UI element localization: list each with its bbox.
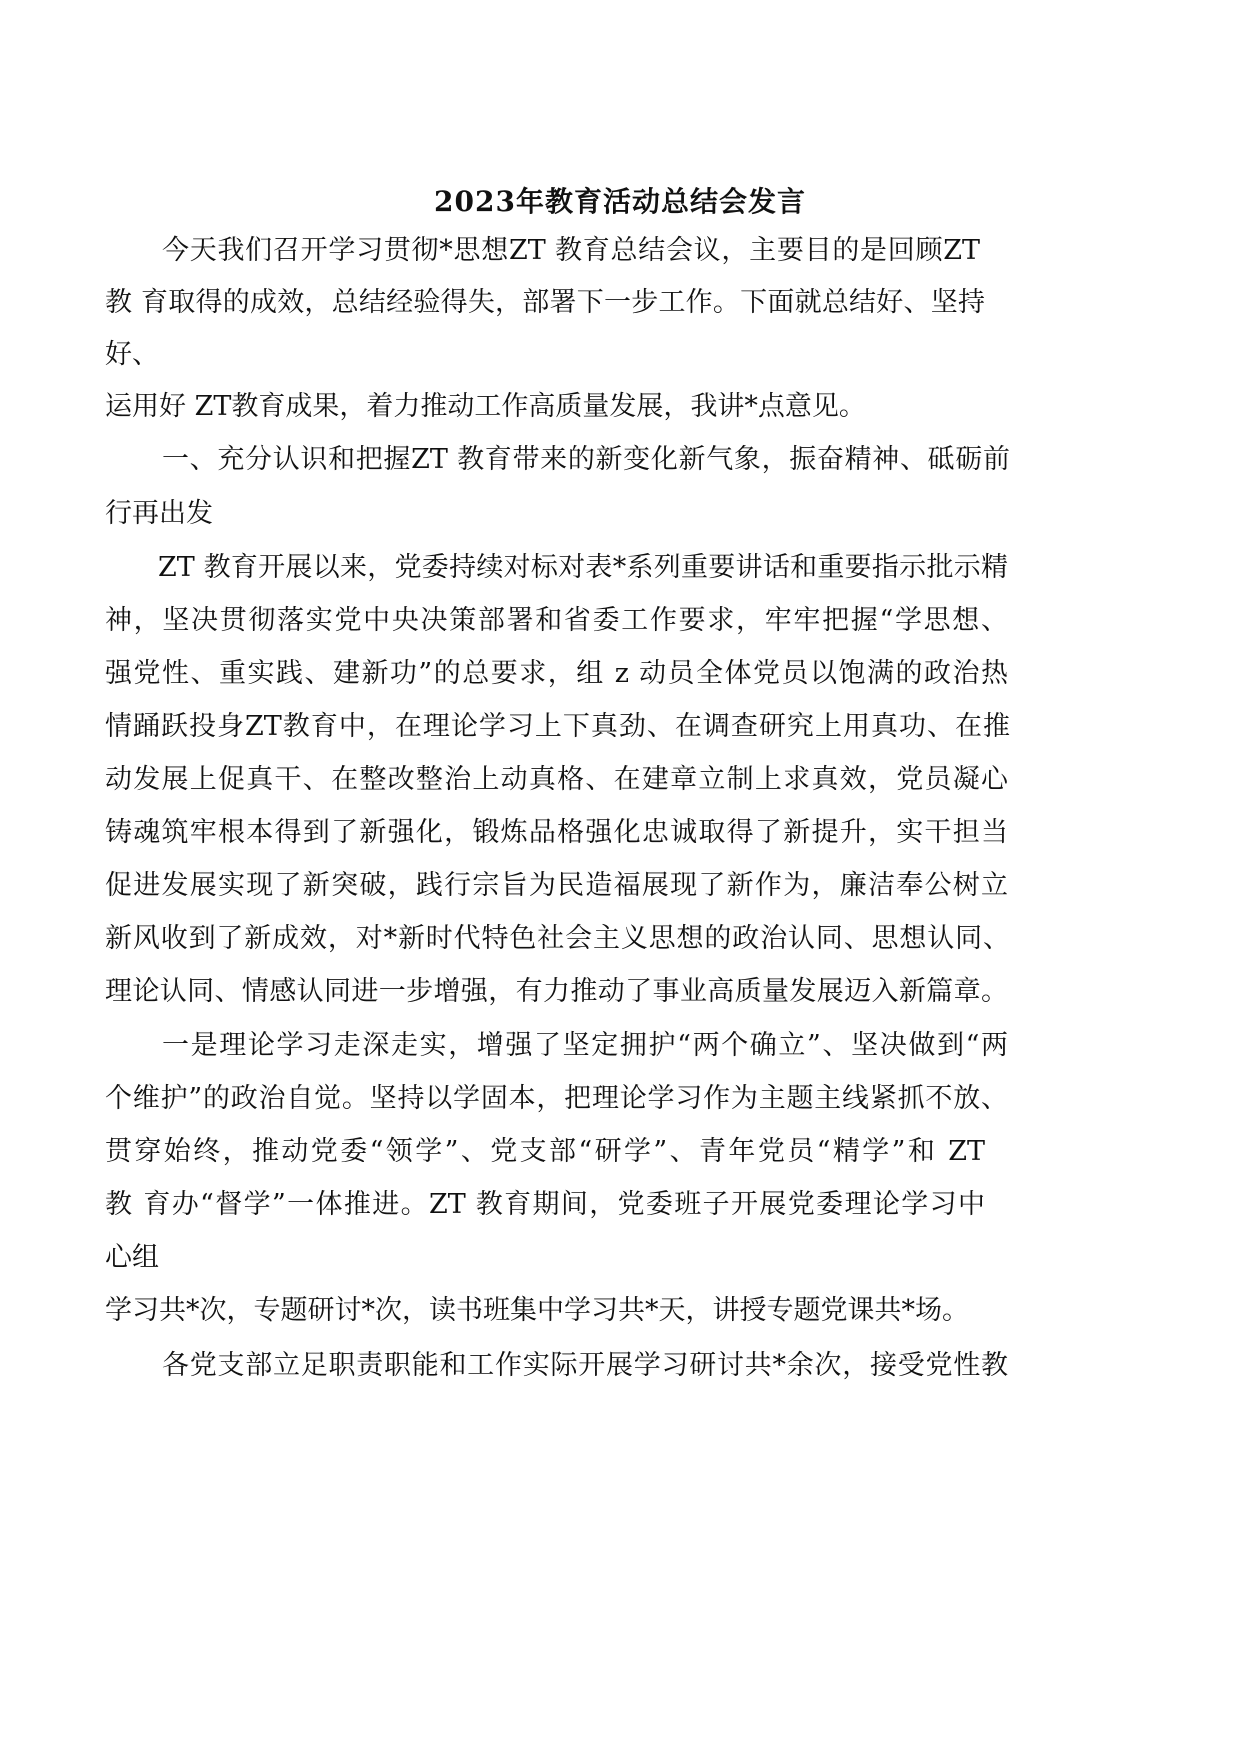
body-line: 贯穿始终，推动党委“领学”、党支部“研学”、青年党员“精学”和 ZT: [105, 1136, 985, 1167]
body-line: 运用好 ZT教育成果，着力推动工作高质量发展，我讲*点意见。: [105, 391, 866, 422]
section-heading-line: 一、充分认识和把握ZT 教育带来的新变化新气象，振奋精神、砥砺前: [162, 444, 1010, 475]
body-line: 强党性、重实践、建新功”的总要求，组 z 动员全体党员以饱满的政治热: [105, 658, 1008, 689]
body-line: 新风收到了新成效，对*新时代特色社会主义思想的政治认同、思想认同、: [105, 923, 1010, 954]
body-line: 今天我们召开学习贯彻*思想ZT 教育总结会议，主要目的是回顾ZT: [162, 235, 980, 266]
body-line: ZT 教育开展以来，党委持续对标对表*系列重要讲话和重要指示批示精: [158, 552, 1008, 583]
body-line: 教 育取得的成效，总结经验得失，部署下一步工作。下面就总结好、坚持: [105, 287, 985, 318]
body-line: 促进发展实现了新突破，践行宗旨为民造福展现了新作为，廉洁奉公树立: [105, 870, 1008, 901]
body-line: 情踊跃投身ZT教育中，在理论学习上下真劲、在调查研究上用真功、在推: [105, 711, 1010, 742]
body-line: 个维护”的政治自觉。坚持以学固本，把理论学习作为主题主线紧抓不放、: [105, 1083, 1008, 1114]
body-line: 学习共*次，专题研讨*次，读书班集中学习共*天，讲授专题党课共*场。: [105, 1295, 969, 1326]
document-title: 2023年教育活动总结会发言: [434, 185, 806, 218]
body-line: 教 育办“督学”一体推进。ZT 教育期间，党委班子开展党委理论学习中: [105, 1189, 985, 1220]
body-line: 神，坚决贯彻落实党中央决策部署和省委工作要求，牢牢把握“学思想、: [105, 605, 1008, 636]
body-line: 各党支部立足职责职能和工作实际开展学习研讨共*余次，接受党性教: [162, 1350, 1008, 1381]
body-line: 好、: [105, 339, 159, 370]
body-line: 心组: [105, 1242, 159, 1273]
body-line: 铸魂筑牢根本得到了新强化，锻炼品格强化忠诚取得了新提升，实干担当: [105, 817, 1008, 848]
body-line: 一是理论学习走深走实，增强了坚定拥护“两个确立”、坚决做到“两: [162, 1030, 1008, 1061]
body-line: 理论认同、情感认同进一步增强，有力推动了事业高质量发展迈入新篇章。: [105, 976, 1008, 1007]
section-heading-line: 行再出发: [105, 498, 213, 529]
body-line: 动发展上促真干、在整改整治上动真格、在建章立制上求真效，党员凝心: [105, 764, 1008, 795]
